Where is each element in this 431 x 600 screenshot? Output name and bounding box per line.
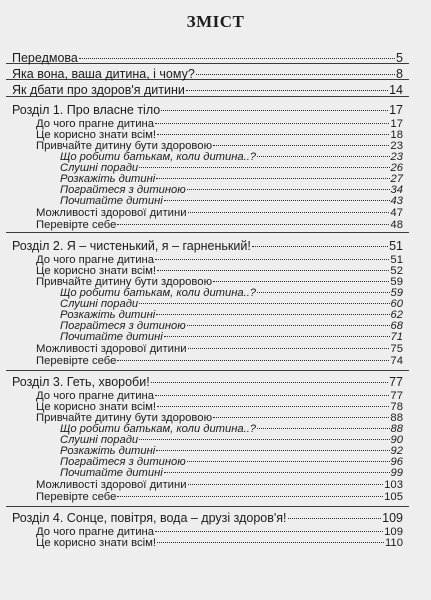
toc-chapter[interactable] xyxy=(12,511,403,525)
toc-page-number: 74 xyxy=(390,355,403,367)
toc-entry-title: Можливості здорової дитини xyxy=(36,207,187,219)
toc-page-number: 78 xyxy=(390,401,403,413)
dot-leader xyxy=(156,178,389,179)
dot-leader xyxy=(187,325,390,326)
toc-page-number: 60 xyxy=(390,298,403,310)
toc-entry-title: Передмова xyxy=(12,51,78,65)
dot-leader xyxy=(187,461,390,462)
toc-entry-title: Пограйтеся з дитиною xyxy=(60,456,186,468)
toc-entry-title: Розділ 4. Сонце, повітря, вода – друзі здоров'я! xyxy=(12,511,287,525)
toc-entry-title: Що робити батькам, коли дитина..? xyxy=(60,287,257,299)
toc-page-number: 17 xyxy=(390,118,403,130)
toc-entry-title: Перевірте себе xyxy=(36,219,117,231)
toc-entry-title: Слушні поради xyxy=(60,298,139,310)
toc-page-number: 68 xyxy=(390,320,403,332)
toc-entry-title: Що робити батькам, коли дитина..? xyxy=(60,151,257,163)
toc-entry-title: Привчайте дитину бути здоровою xyxy=(36,412,213,424)
dot-leader xyxy=(252,246,388,247)
dot-leader xyxy=(164,472,390,473)
toc-page-number: 18 xyxy=(390,129,403,141)
toc-page-number: 14 xyxy=(389,83,403,97)
dot-leader xyxy=(164,336,390,337)
toc-page-number: 17 xyxy=(389,103,403,117)
toc-page-number: 59 xyxy=(390,287,403,299)
toc-page-number: 103 xyxy=(384,479,403,491)
dot-leader xyxy=(213,417,389,418)
toc-entry[interactable] xyxy=(36,218,403,232)
toc-entry-title: Це корисно знати всім! xyxy=(36,129,157,141)
toc-entry-title: Розділ 3. Геть, хвороби! xyxy=(12,375,150,389)
toc-page-number: 88 xyxy=(390,412,403,424)
toc-entry-title: Що робити батькам, коли дитина..? xyxy=(60,423,257,435)
toc-chapter[interactable] xyxy=(12,103,403,117)
dot-leader xyxy=(161,110,388,111)
toc-page-number: 34 xyxy=(390,184,403,196)
dot-leader xyxy=(155,531,383,532)
toc-entry-title: Почитайте дитині xyxy=(60,467,163,479)
toc-page-number: 75 xyxy=(390,343,403,355)
toc-page-number: 23 xyxy=(390,151,403,163)
toc-page-number: 96 xyxy=(390,456,403,468)
toc-entry-title: Яка вона, ваша дитина, і чому? xyxy=(12,67,195,81)
toc-page-number: 109 xyxy=(382,511,403,525)
toc-page-number: 5 xyxy=(396,51,403,65)
toc-page-number: 51 xyxy=(390,254,403,266)
dot-leader xyxy=(257,292,390,293)
dot-leader xyxy=(156,450,389,451)
toc-entry-title: Розділ 1. Про власне тіло xyxy=(12,103,161,117)
dot-leader xyxy=(157,270,389,271)
toc-entry-title: Розкажіть дитині xyxy=(60,445,156,457)
toc-entry-title: Слушні поради xyxy=(60,434,139,446)
dot-leader xyxy=(187,189,390,190)
toc-entry-title: Розкажіть дитині xyxy=(60,309,156,321)
toc-entry-title: До чого прагне дитина xyxy=(36,254,155,266)
toc-entry-title: Можливості здорової дитини xyxy=(36,479,187,491)
toc-entry[interactable] xyxy=(12,51,403,65)
toc-page-number: 52 xyxy=(390,265,403,277)
toc-entry-title: Як дбати про здоров'я дитини xyxy=(12,83,185,97)
toc-entry-title: Розділ 2. Я – чистенький, я – гарненький! xyxy=(12,239,251,253)
toc-page-number: 92 xyxy=(390,445,403,457)
toc-entry[interactable] xyxy=(36,490,403,504)
toc-entry[interactable] xyxy=(36,354,403,368)
toc-page-number: 51 xyxy=(389,239,403,253)
toc-page-number: 109 xyxy=(384,526,403,538)
toc-entry-title: До чого прагне дитина xyxy=(36,526,155,538)
toc-entry-title: Привчайте дитину бути здоровою xyxy=(36,140,213,152)
toc-entry-title: Перевірте себе xyxy=(36,491,117,503)
dot-leader xyxy=(257,428,390,429)
toc-page-number: 48 xyxy=(390,219,403,231)
toc-entry-title: Це корисно знати всім! xyxy=(36,265,157,277)
dot-leader xyxy=(155,395,389,396)
toc-page-number: 59 xyxy=(390,276,403,288)
toc-page-number: 88 xyxy=(390,423,403,435)
section-divider xyxy=(6,232,409,233)
toc-entry-title: Слушні поради xyxy=(60,162,139,174)
dot-leader xyxy=(188,484,384,485)
dot-leader xyxy=(151,382,388,383)
dot-leader xyxy=(157,542,384,543)
section-divider xyxy=(6,506,409,507)
dot-leader xyxy=(156,314,389,315)
toc-page-number: 105 xyxy=(384,491,403,503)
toc-entry-title: Це корисно знати всім! xyxy=(36,401,157,413)
dot-leader xyxy=(186,90,388,91)
toc-entry-title: Пограйтеся з дитиною xyxy=(60,184,186,196)
dot-leader xyxy=(196,74,395,75)
page-title: ЗМІСТ xyxy=(186,12,245,31)
toc-page-number: 77 xyxy=(389,375,403,389)
dot-leader xyxy=(117,360,389,361)
toc-entry[interactable] xyxy=(12,83,403,97)
section-divider xyxy=(6,370,409,371)
toc-page-number: 47 xyxy=(390,207,403,219)
toc-page-number: 43 xyxy=(390,195,403,207)
toc-chapter[interactable] xyxy=(12,239,403,253)
toc-chapter[interactable] xyxy=(12,375,403,389)
toc-entry-title: Привчайте дитину бути здоровою xyxy=(36,276,213,288)
dot-leader xyxy=(155,259,389,260)
toc-page-number: 99 xyxy=(390,467,403,479)
toc-entry-title: Почитайте дитині xyxy=(60,331,163,343)
toc-page-number: 77 xyxy=(390,390,403,402)
dot-leader xyxy=(117,496,383,497)
toc-entry-title: До чого прагне дитина xyxy=(36,118,155,130)
toc-entry-title: Почитайте дитині xyxy=(60,195,163,207)
toc-page-number: 8 xyxy=(396,67,403,81)
toc-entry-title: Це корисно знати всім! xyxy=(36,537,157,549)
toc-entry-title: До чого прагне дитина xyxy=(36,390,155,402)
dot-leader xyxy=(288,518,382,519)
dot-leader xyxy=(155,123,389,124)
toc-page-number: 27 xyxy=(390,173,403,185)
dot-leader xyxy=(157,406,389,407)
dot-leader xyxy=(139,303,389,304)
toc-entry-title: Можливості здорової дитини xyxy=(36,343,187,355)
dot-leader xyxy=(257,156,390,157)
dot-leader xyxy=(213,281,389,282)
dot-leader xyxy=(139,439,389,440)
dot-leader xyxy=(213,145,389,146)
toc-page-number: 71 xyxy=(390,331,403,343)
toc-page-number: 62 xyxy=(390,309,403,321)
toc-page-number: 110 xyxy=(384,537,403,549)
dot-leader xyxy=(188,348,390,349)
toc-page-number: 26 xyxy=(390,162,403,174)
dot-leader xyxy=(157,134,389,135)
dot-leader xyxy=(117,224,389,225)
toc-entry-title: Розкажіть дитині xyxy=(60,173,156,185)
toc-entry-title: Перевірте себе xyxy=(36,355,117,367)
toc-entry[interactable] xyxy=(36,536,403,550)
dot-leader xyxy=(79,58,395,59)
dot-leader xyxy=(188,212,390,213)
dot-leader xyxy=(139,167,389,168)
toc-entry[interactable] xyxy=(12,67,403,81)
toc-entry-title: Пограйтеся з дитиною xyxy=(60,320,186,332)
dot-leader xyxy=(164,200,390,201)
toc-page-number: 23 xyxy=(390,140,403,152)
toc-page-number: 90 xyxy=(390,434,403,446)
